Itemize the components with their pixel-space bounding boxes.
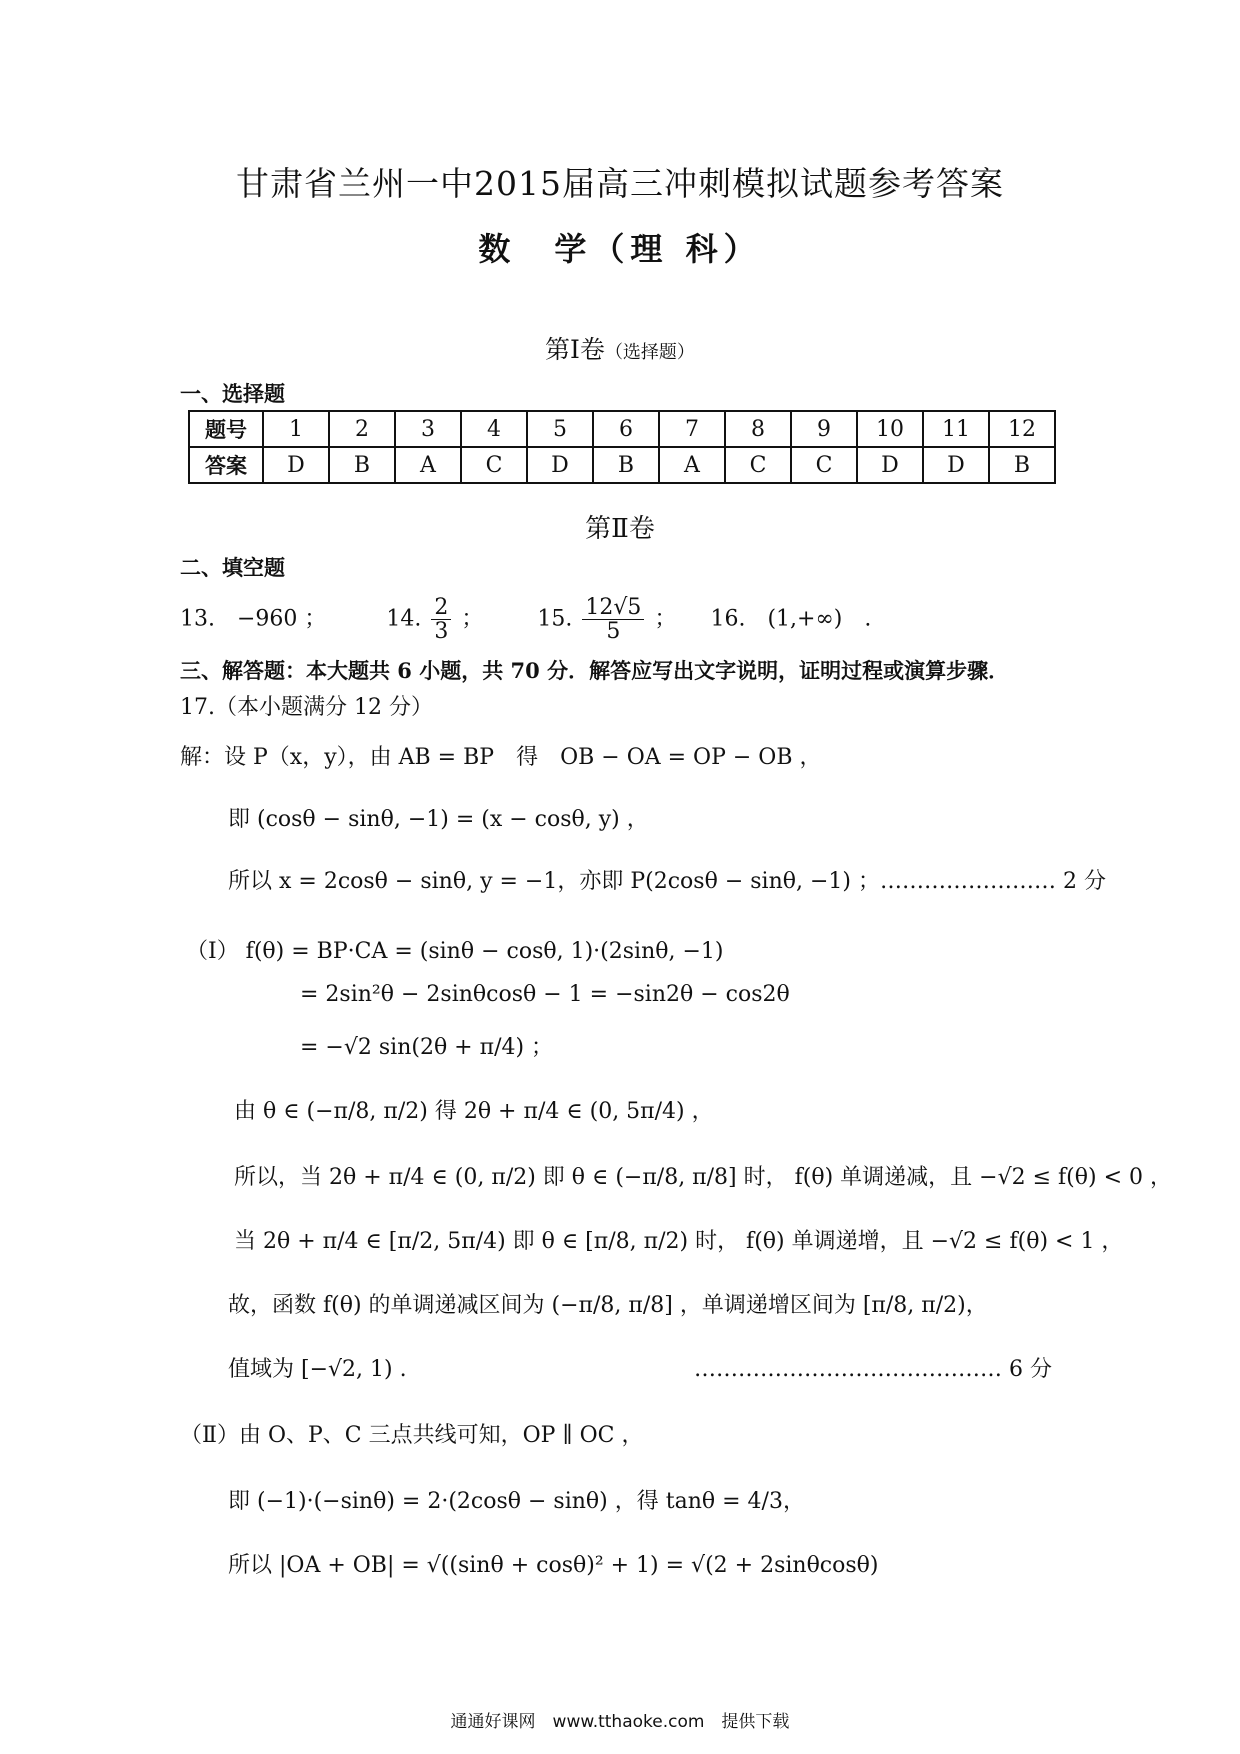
solution-line: 当 2θ + π/4 ∈ [π/2, 5π/4) 即 θ ∈ [π/8, π/2) 时， f(θ) 单调递增，且 −√2 ≤ f(θ) < 1 ， [234,1229,1124,1254]
table-cell: C [791,447,857,483]
solution-line: （Ⅱ）由 O、P、C 三点共线可知，OP ∥ OC ， [180,1423,644,1448]
answer-14-label: 14. [386,606,422,632]
table-cell: 10 [857,411,923,447]
solution-line: （Ⅰ） f(θ) = BP·CA = (sinθ − cosθ, 1)·(2sinθ, −1) [186,939,724,964]
denominator: 5 [606,619,621,645]
denominator: 3 [434,619,449,645]
table-cell: D [263,447,329,483]
table-cell: D [857,447,923,483]
answer-15-fraction [582,596,644,643]
row-label-answer: 答案 [189,447,263,483]
table-cell: D [527,447,593,483]
row-label-number: 题号 [189,411,263,447]
table-cell: B [989,447,1055,483]
solution-line: = 2sin²θ − 2sinθcosθ − 1 = −sin2θ − cos2θ [300,982,790,1007]
document-title: 甘肃省兰州一中2015届高三冲刺模拟试题参考答案 [236,164,1004,203]
table-cell: 1 [263,411,329,447]
section2-heading: 二、填空题 [180,555,285,580]
table-cell: C [725,447,791,483]
separator: ； [461,606,484,632]
table-cell: B [329,447,395,483]
part1-heading [0,330,1240,366]
separator: ； [654,606,677,632]
section1-heading: 一、选择题 [180,381,285,406]
table-cell: 5 [527,411,593,447]
score-mark: …………………………………… 6 分 [694,1357,1052,1382]
solution-line: 所以 x = 2cosθ − sinθ, y = −1，亦即 P(2cosθ − sinθ, −1) ；…………………… 2 分 [228,869,1106,894]
numerator: 2 [431,596,451,620]
answer-13: 13. −960 ； [180,606,327,632]
table-cell: 7 [659,411,725,447]
fill-blank-answers [180,596,871,643]
table-cell: B [593,447,659,483]
solution-line: 解：设 P（x，y），由 AB = BP 得 OB − OA = OP − OB ， [180,745,822,770]
part1-note: （选择题） [604,342,695,363]
table-cell: 4 [461,411,527,447]
table-cell: 11 [923,411,989,447]
table-row [189,447,1055,483]
solution-line: 由 θ ∈ (−π/8, π/2) 得 2θ + π/4 ∈ (0, 5π/4) ， [234,1099,714,1124]
table-cell: 9 [791,411,857,447]
solution-line: 即 (cosθ − sinθ, −1) = (x − cosθ, y) ， [228,807,649,832]
table-cell: C [461,447,527,483]
table-cell: 8 [725,411,791,447]
table-cell: 6 [593,411,659,447]
part2-heading: 第Ⅱ卷 [585,514,655,544]
table-cell: A [395,447,461,483]
subject-title: 数 学（理 科） [478,230,762,268]
table-cell: D [923,447,989,483]
answer-16: 16. (1,+∞) . [710,606,872,632]
solution-line: 所以 |OA + OB| = √((sinθ + cosθ)² + 1) = √(2 + 2sinθcosθ) [228,1553,879,1578]
table-cell: 12 [989,411,1055,447]
solution-line: 值域为 [−√2, 1) . [228,1357,407,1382]
table-cell: A [659,447,725,483]
table-cell: 2 [329,411,395,447]
question-17-heading: 17.（本小题满分 12 分） [180,695,433,720]
solution-line: = −√2 sin(2θ + π/4) ； [300,1035,554,1060]
numerator: 12√5 [582,596,644,620]
table-cell: 3 [395,411,461,447]
answer-table [188,410,1056,484]
footer-credit: 通通好课网 www.tthaoke.com 提供下载 [450,1712,790,1732]
solution-line: 即 (−1)·(−sinθ) = 2·(2cosθ − sinθ) ，得 tanθ = 4/3， [228,1489,805,1514]
answer-15-label: 15. [537,606,573,632]
solution-line: 所以，当 2θ + π/4 ∈ (0, π/2) 即 θ ∈ (−π/8, π/8] 时， f(θ) 单调递减，且 −√2 ≤ f(θ) < 0 ， [234,1165,1172,1190]
table-row [189,411,1055,447]
part1-label: 第Ⅰ卷 [545,335,605,364]
section3-heading: 三、解答题：本大题共 6 小题，共 70 分．解答应写出文字说明，证明过程或演算步骤． [180,658,1010,683]
answer-14-fraction [431,596,451,643]
solution-line: 故，函数 f(θ) 的单调递减区间为 (−π/8, π/8] ，单调递增区间为 [π/8, π/2)， [228,1293,988,1318]
